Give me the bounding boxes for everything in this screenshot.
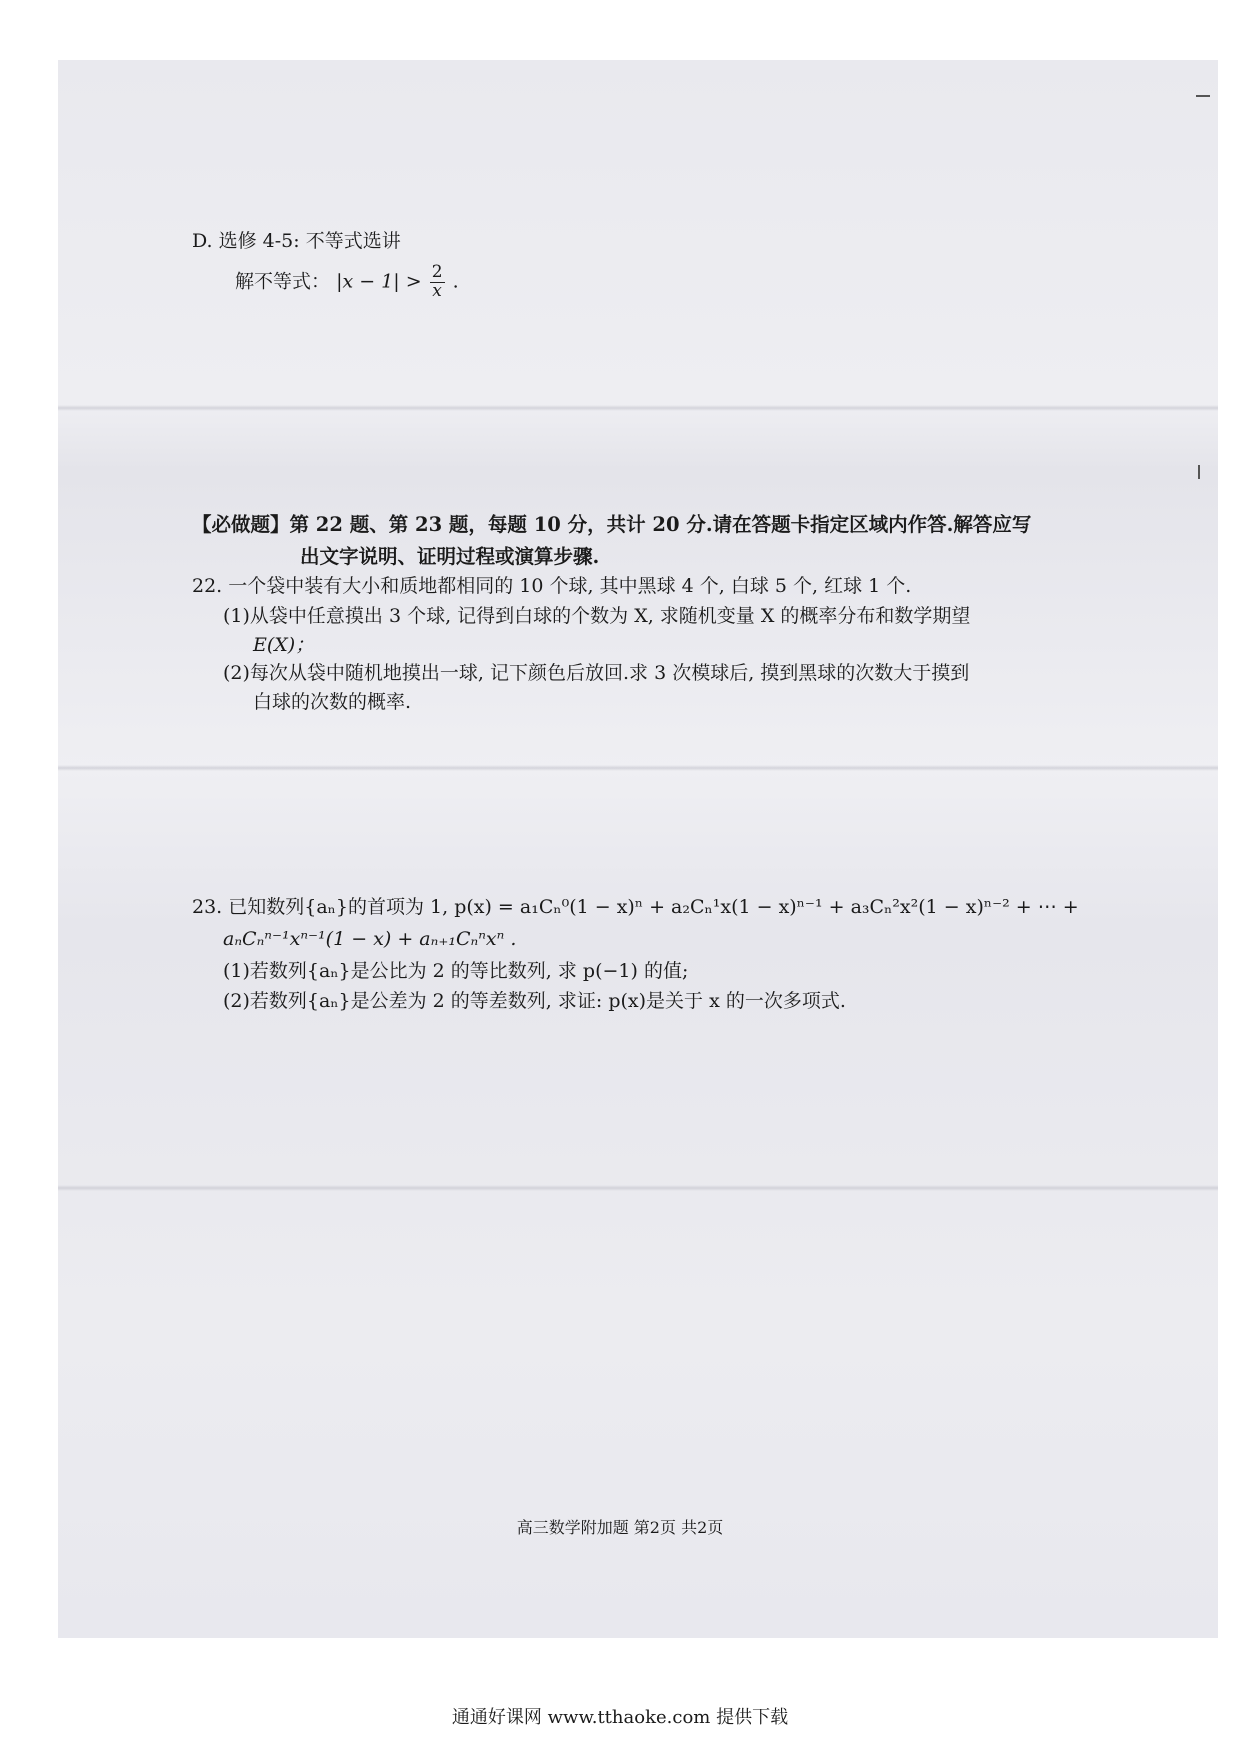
section-d-fraction	[430, 264, 445, 301]
section-d-prompt: 解不等式：	[235, 270, 331, 293]
required-heading-line2: 出文字说明、证明过程或演算步骤.	[300, 545, 600, 568]
scanned-page	[58, 60, 1218, 1638]
q23-part2: (2)若数列{aₙ}是公差为 2 的等差数列, 求证: p(x)是关于 x 的一次多项式.	[223, 990, 846, 1012]
fold-crease	[58, 405, 1218, 411]
section-d-tail: .	[452, 270, 459, 293]
section-d-problem	[235, 264, 459, 301]
q22-part1-line2: E(X)；	[253, 634, 315, 656]
required-heading-line1: 【必做题】第 22 题、第 23 题，每题 10 分，共计 20 分.请在答题卡指定区域内作答.解答应写	[192, 513, 1032, 536]
q22-stem: 22. 一个袋中装有大小和质地都相同的 10 个球, 其中黑球 4 个, 白球 5 个, 红球 1 个.	[192, 575, 912, 597]
q22-part1-line1: (1)从袋中任意摸出 3 个球, 记得到白球的个数为 X, 求随机变量 X 的概率分布和数学期望	[223, 605, 971, 627]
q23-stem-line2: aₙCₙⁿ⁻¹xⁿ⁻¹(1 − x) + aₙ₊₁Cₙⁿxⁿ .	[223, 928, 517, 950]
fold-crease	[58, 765, 1218, 771]
fraction-denominator: x	[432, 280, 442, 301]
edge-mark	[1198, 465, 1200, 479]
fold-crease	[58, 1185, 1218, 1191]
site-footer: 通通好课网 www.tthaoke.com 提供下载	[451, 1707, 789, 1728]
section-d-heading: D. 选修 4-5: 不等式选讲	[192, 230, 401, 252]
fraction-numerator: 2	[431, 262, 443, 282]
edge-mark	[1196, 95, 1210, 97]
page-footer: 高三数学附加题 第2页 共2页	[516, 1518, 724, 1537]
q22-part2-line2: 白球的次数的概率.	[253, 691, 412, 713]
section-d-lhs: |x − 1| >	[336, 270, 422, 293]
q22-part2-line1: (2)每次从袋中随机地摸出一球, 记下颜色后放回.求 3 次模球后, 摸到黑球的次数大于摸到	[223, 662, 970, 684]
q23-part1: (1)若数列{aₙ}是公比为 2 的等比数列, 求 p(−1) 的值;	[223, 960, 689, 982]
q23-stem-line1: 23. 已知数列{aₙ}的首项为 1, p(x) = a₁Cₙ⁰(1 − x)ⁿ + a₂Cₙ¹x(1 − x)ⁿ⁻¹ + a₃Cₙ²x²(1 − x)ⁿ⁻² + ⋯ +	[192, 896, 1079, 918]
